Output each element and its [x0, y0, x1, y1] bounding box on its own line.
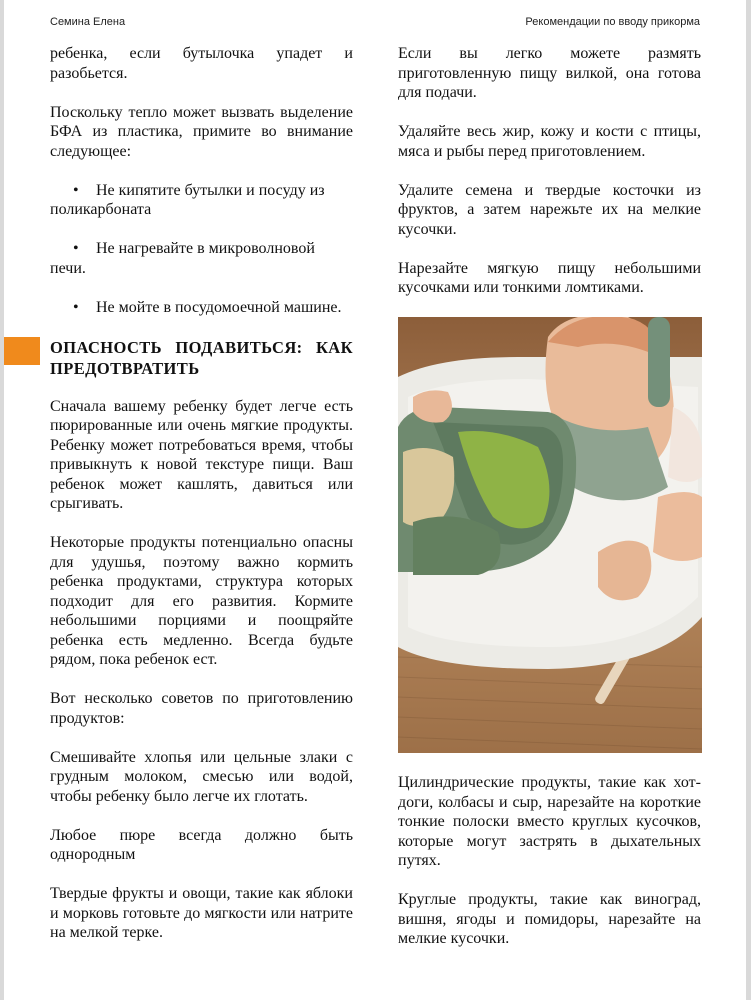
list-item	[50, 181, 353, 220]
header-title: Рекомендации по вводу прикорма	[525, 16, 700, 28]
bullet-icon: •	[73, 298, 79, 316]
section-heading-block	[50, 337, 353, 379]
left-column	[50, 44, 353, 962]
list-item-text: Не нагревайте в микроволновой печи.	[50, 240, 315, 277]
right-column	[398, 44, 701, 968]
paragraph: Круглые продукты, такие как виноград, вишня, ягоды и помидоры, нарезайте на мелкие кусочки.	[398, 891, 701, 947]
page-edge-right	[746, 0, 751, 1000]
paragraph: Любое пюре всегда должно быть однородным	[50, 826, 353, 863]
list-item-text: Не мойте в посудомоечной машине.	[96, 298, 342, 316]
heading-accent-marker	[4, 337, 40, 365]
paragraph: Удаляйте весь жир, кожу и кости с птицы, мяса и рыбы перед приготовлением.	[398, 123, 701, 160]
section-heading: ОПАСНОСТЬ ПОДАВИТЬСЯ: КАК ПРЕДОТВРАТИТЬ	[50, 337, 353, 378]
paragraph: Удалите семена и твердые косточки из фруктов, а затем нарежьте их на мелкие кусочки.	[398, 181, 701, 238]
paragraph: Цилиндрические продукты, такие как хот-доги, колбасы и сыр, нарезайте на короткие тонкие полоски вместо круглых кусочков, которые могут застрять в дыхательных путях.	[398, 774, 701, 869]
header-author: Семина Елена	[50, 16, 126, 28]
paragraph: Нарезайте мягкую пищу небольшими кусочками или тонкими ломтиками.	[398, 259, 701, 296]
paragraph: Если вы легко можете размять приготовленную пищу вилкой, она готова для подачи.	[398, 45, 701, 101]
paragraph: ребенка, если бутылочка упадет и разобьется.	[50, 45, 353, 82]
page-header	[50, 16, 700, 30]
paragraph: Твердые фрукты и овощи, такие как яблоки и морковь готовьте до мягкости или натрите на мелкой терке.	[50, 885, 353, 941]
list-item	[50, 298, 353, 318]
list-item-text: Не кипятите бутылки и посуду из поликарбоната	[50, 181, 325, 218]
bullet-icon: •	[73, 181, 79, 199]
paragraph: Некоторые продукты потенциально опасны для удушья, поэтому важно кормить ребенка продуктами, структура которых подходит для его развития. Кормите небольшими порциями и поощряйте ребенка есть медленно. Всегда будьте рядом, пока ребенок ест.	[50, 534, 353, 668]
paragraph: Поскольку тепло может вызвать выделение БФА из пластика, примите во внимание следующее:	[50, 103, 353, 160]
document-page	[4, 0, 746, 1000]
paragraph: Смешивайте хлопья или цельные злаки с грудным молоком, смесью или водой, чтобы ребенку было легче их глотать.	[50, 748, 353, 805]
baby-feeding-photo	[398, 317, 702, 753]
paragraph: Сначала вашему ребенку будет легче есть пюрированные или очень мягкие продукты. Ребенку может потребоваться время, чтобы привыкнуть к новой текстуре пищи. Ваш ребенок может кашлять, давиться или срыгивать.	[50, 397, 353, 512]
bullet-icon: •	[73, 240, 79, 257]
paragraph: Вот несколько советов по приготовлению продуктов:	[50, 690, 353, 727]
baby-highchair-illustration	[398, 317, 702, 753]
list-item	[50, 239, 353, 278]
